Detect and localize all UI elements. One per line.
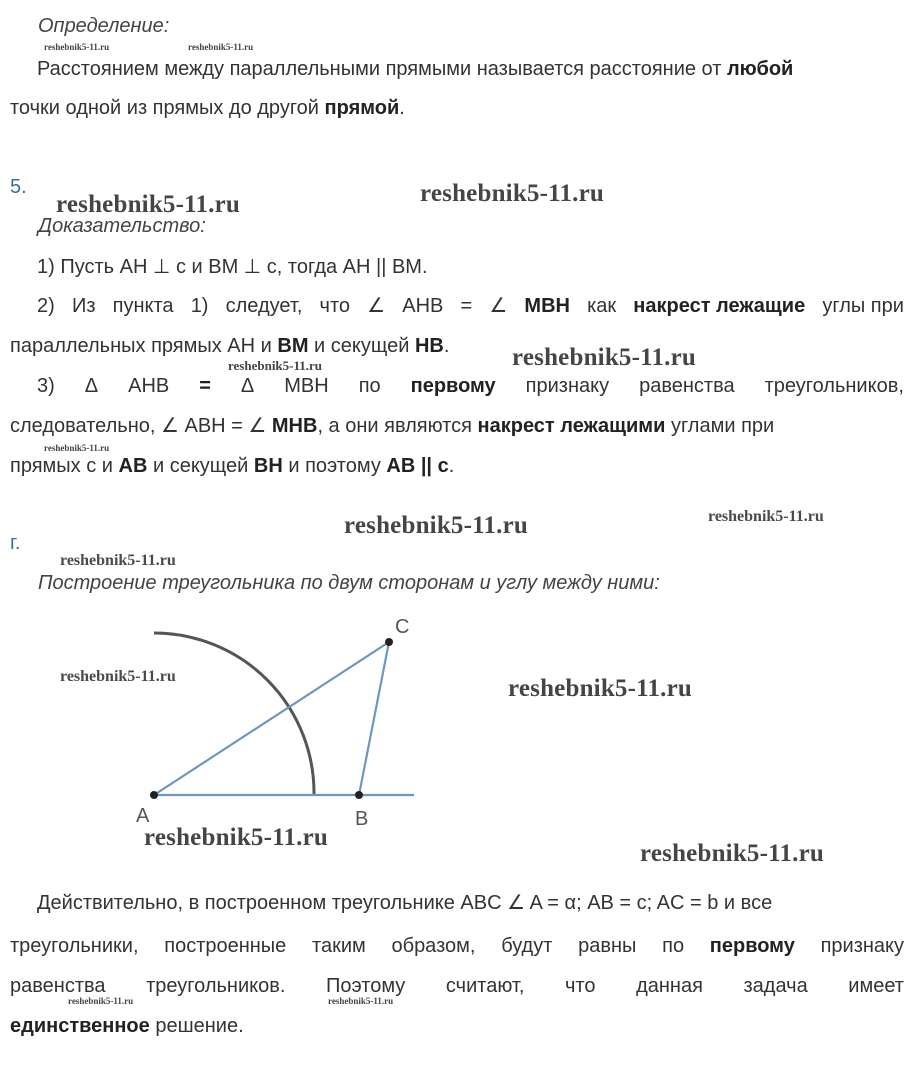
proof-step-3-line-2: следовательно, ∠ ABH = ∠ MHB, а они являются накрест лежащими углами при [10,415,775,437]
watermark: reshebnik5-11.ru [68,996,134,1006]
proof-step-3-line-1: 3) Δ AHB = Δ MBH по первому признаку равенства треугольников, [37,375,904,397]
watermark: reshebnik5-11.ru [420,180,605,207]
watermark: reshebnik5-11.ru [708,508,824,525]
watermark: reshebnik5-11.ru [512,344,697,371]
triangle-construction-figure [0,600,914,840]
watermark: reshebnik5-11.ru [44,42,110,52]
point-b [355,791,363,799]
side-ac [154,642,389,795]
label-b: B [355,808,369,830]
compass-arc [154,633,314,795]
conclusion-line-4: единственное решение. [10,1015,244,1037]
proof-step-1: 1) Пусть AH ⊥ c и BM ⊥ c, тогда AH || BM. [37,256,428,278]
section-5-number: 5. [10,176,27,198]
watermark: reshebnik5-11.ru [328,996,394,1006]
watermark: reshebnik5-11.ru [188,42,254,52]
watermark: reshebnik5-11.ru [344,512,529,539]
proof-heading: Доказательство: [38,215,206,237]
proof-step-2-line-1: 2) Из пункта 1) следует, что ∠ AHB = ∠ MBH как накрест лежащие углы при [37,295,904,317]
watermark: reshebnik5-11.ru [144,824,329,851]
construction-heading: Построение треугольника по двум сторонам и углу между ними: [38,572,660,594]
label-c: C [395,616,410,638]
definition-heading: Определение: [38,15,170,37]
definition-line-2: точки одной из прямых до другой прямой. [10,97,405,119]
watermark: reshebnik5-11.ru [508,675,693,702]
conclusion-line-3: равенства треугольников. Поэтому считают, что данная задача имеет [10,975,904,997]
label-a: A [136,805,150,827]
definition-line-1: Расстоянием между параллельными прямыми называется расстояние от любой [37,58,794,80]
watermark: reshebnik5-11.ru [56,191,241,218]
conclusion-line-2: треугольники, построенные таким образом, будут равны по первому признаку [10,935,904,957]
watermark: reshebnik5-11.ru [228,358,323,373]
point-a [150,791,158,799]
point-c [385,638,393,646]
proof-step-2-line-2: параллельных прямых AH и BM и секущей HB. [10,335,450,357]
watermark: reshebnik5-11.ru [640,840,825,867]
watermark: reshebnik5-11.ru [44,443,110,453]
section-g-number: г. [10,532,21,554]
side-bc [359,642,389,795]
conclusion-line-1: Действительно, в построенном треугольнике ABC ∠ A = α; AB = c; AC = b и все [37,892,773,914]
proof-step-3-line-3: прямых c и AB и секущей BH и поэтому AB || c. [10,455,455,477]
watermark: reshebnik5-11.ru [60,552,176,569]
watermark: reshebnik5-11.ru [60,668,176,685]
